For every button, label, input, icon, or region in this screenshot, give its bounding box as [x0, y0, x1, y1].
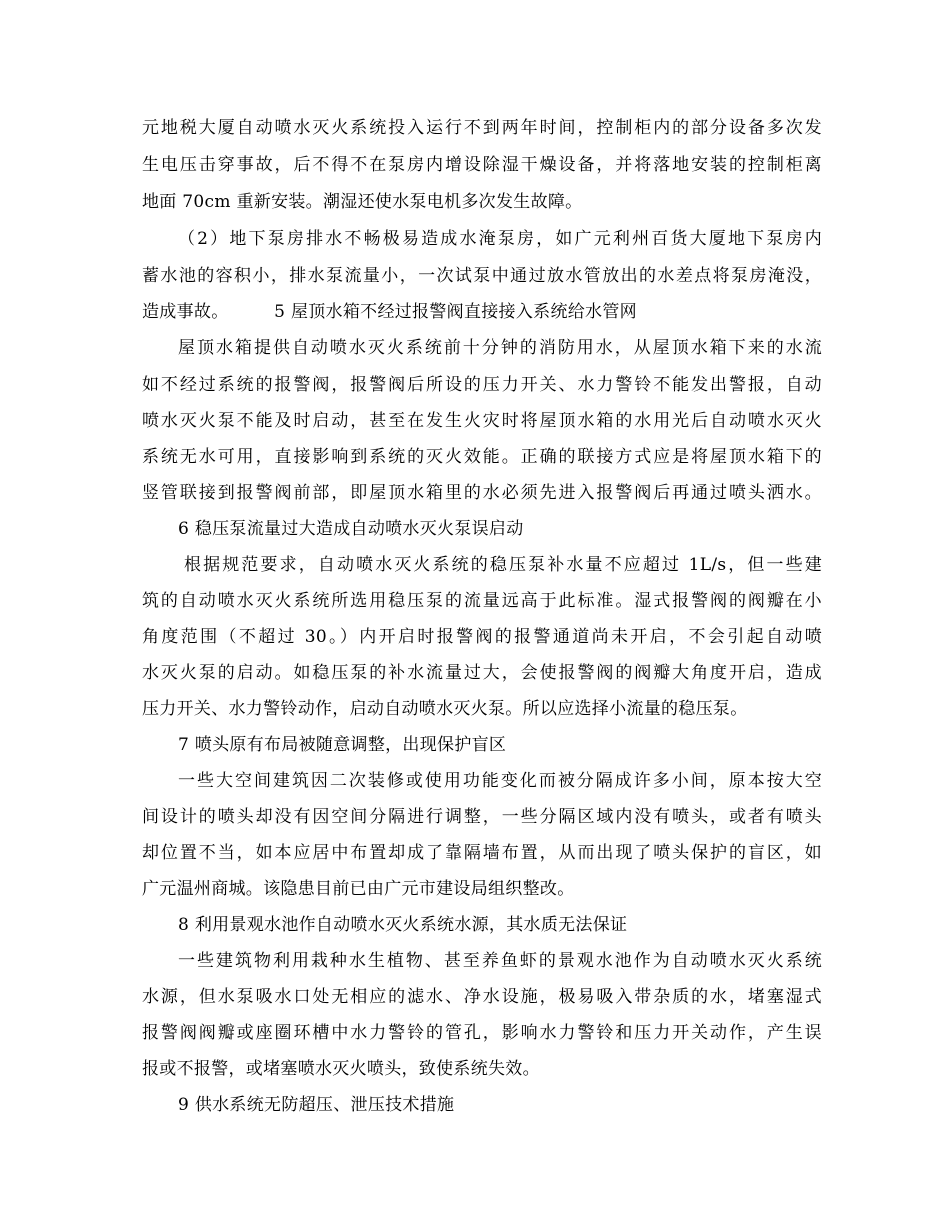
text-line: 喷水灭火泵不能及时启动，甚至在发生火灾时将屋顶水箱的水用光后自动喷水灭火: [142, 411, 822, 431]
section-heading: 6 稳压泵流量过大造成自动喷水灭火泵误启动: [178, 519, 524, 539]
text-line: 报警阀阀瓣或座圈环槽中水力警铃的管孔，影响水力警铃和压力开关动作，产生误: [142, 1023, 822, 1043]
section-heading: 8 利用景观水池作自动喷水灭火系统水源，其水质无法保证: [178, 915, 628, 935]
text-line: 水灭火泵的启动。如稳压泵的补水流量过大，会使报警阀的阀瓣大角度开启，造成: [142, 663, 822, 683]
text-line: 水源，但水泵吸水口处无相应的滤水、净水设施，极易吸入带杂质的水，堵塞湿式: [142, 987, 822, 1007]
text-line: 如不经过系统的报警阀，报警阀后所设的压力开关、水力警铃不能发出警报，自动: [142, 375, 822, 395]
text-line: （2）地下泵房排水不畅极易造成水淹泵房，如广元利州百货大厦地下泵房内: [178, 229, 822, 249]
text-line: 一些建筑物利用栽种水生植物、甚至养鱼虾的景观水池作为自动喷水灭火系统: [178, 951, 822, 971]
text-line: 蓄水池的容积小，排水泵流量小，一次试泵中通过放水管放出的水差点将泵房淹没，: [142, 266, 822, 286]
text-line: 广元温州商城。该隐患目前已由广元市建设局组织整改。: [142, 879, 575, 899]
section-heading: 9 供水系统无防超压、泄压技术措施: [178, 1095, 455, 1115]
text-line: 元地税大厦自动喷水灭火系统投入运行不到两年时间，控制柜内的部分设备多次发: [142, 118, 822, 138]
text-line: 角度范围（不超过 30。）内开启时报警阀的报警通道尚未开启，不会引起自动喷: [142, 627, 822, 647]
text-line: 报或不报警，或堵塞喷水灭火喷头，致使系统失效。: [142, 1059, 540, 1079]
text-line: 系统无水可用，直接影响到系统的灭火效能。正确的联接方式应是将屋顶水箱下的: [142, 447, 822, 467]
text-line: 根据规范要求，自动喷水灭火系统的稳压泵补水量不应超过 1L/s，但一些建: [184, 555, 822, 575]
text-line: 屋顶水箱提供自动喷水灭火系统前十分钟的消防用水，从屋顶水箱下来的水流: [178, 338, 822, 358]
text-line: 压力开关、水力警铃动作，启动自动喷水灭火泵。所以应选择小流量的稳压泵。: [142, 699, 748, 719]
text-line: 竖管联接到报警阀前部，即屋顶水箱里的水必须先进入报警阀后再通过喷头洒水。: [142, 483, 822, 503]
text-line: 间设计的喷头却没有因空间分隔进行调整，一些分隔区域内没有喷头，或者有喷头: [142, 807, 822, 827]
text-line: 一些大空间建筑因二次装修或使用功能变化而被分隔成许多小间，原本按大空: [178, 771, 822, 791]
text-line: 却位置不当，如本应居中布置却成了靠隔墙布置，从而出现了喷头保护的盲区，如: [142, 843, 822, 863]
text-line: 筑的自动喷水灭火系统所选用稳压泵的流量远高于此标准。湿式报警阀的阀瓣在小: [142, 591, 822, 611]
text-line: 地面 70cm 重新安装。潮湿还使水泵电机多次发生故障。: [142, 192, 583, 212]
text-line: 造成事故。 5 屋顶水箱不经过报警阀直接接入系统给水管网: [142, 302, 637, 322]
text-line: 生电压击穿事故，后不得不在泵房内增设除湿干燥设备，并将落地安装的控制柜离: [142, 155, 822, 175]
section-heading: 7 喷头原有布局被随意调整，出现保护盲区: [178, 735, 507, 755]
